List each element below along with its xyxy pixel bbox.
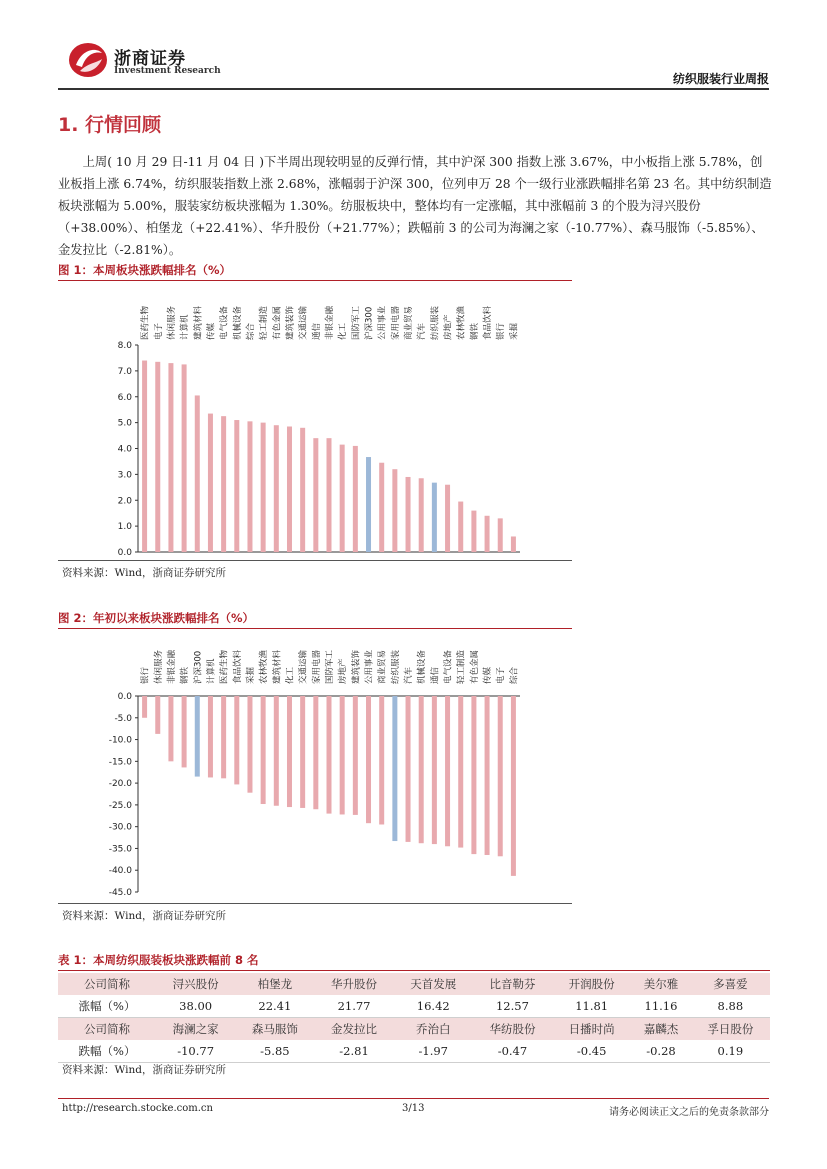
bar <box>182 696 187 767</box>
ytd-sector-chart <box>58 630 572 902</box>
x-tick-label: 银行 <box>140 666 151 684</box>
table-cell: -0.45 <box>552 1040 631 1063</box>
y-tick-label: -5.0 <box>114 713 132 724</box>
x-tick-label: 有色金属 <box>469 649 480 684</box>
x-tick-label: 电气设备 <box>219 305 230 340</box>
x-tick-label: 非银金融 <box>166 649 177 684</box>
x-tick-label: 公用事业 <box>377 305 388 340</box>
x-tick-label: 房地产 <box>338 658 349 684</box>
bar <box>327 438 332 552</box>
company-name-cn: 浙商证券 <box>114 49 186 69</box>
x-tick-label: 沪深300 <box>193 650 204 684</box>
bar <box>234 420 239 552</box>
bar <box>379 463 384 552</box>
figure-2-source: 资料来源：Wind，浙商证券研究所 <box>62 910 226 922</box>
x-tick-label: 综合 <box>245 322 256 340</box>
x-tick-label: 机械设备 <box>417 649 428 684</box>
bar <box>208 696 213 777</box>
y-tick-label: 8.0 <box>117 341 132 351</box>
x-tick-label: 交通运输 <box>298 649 309 684</box>
table-cell: 华纺股份 <box>473 1018 552 1041</box>
x-tick-label: 纺织服装 <box>390 649 401 684</box>
table-cell: 开润股份 <box>552 973 631 995</box>
x-tick-label: 休闲服务 <box>153 649 164 684</box>
table-cell: 38.00 <box>156 995 235 1018</box>
y-tick-label: -25.0 <box>108 800 132 811</box>
y-tick-label: 7.0 <box>117 366 132 377</box>
bar <box>498 696 503 856</box>
bar <box>432 696 437 844</box>
bar <box>142 696 147 718</box>
table-cell: 12.57 <box>473 995 552 1018</box>
bar <box>353 446 358 552</box>
bar <box>366 457 371 552</box>
bar <box>511 536 516 552</box>
x-tick-label: 国防军工 <box>351 305 362 340</box>
table-1-caption: 表 1：本周纺织服装板块涨跌幅前 8 名 <box>58 953 259 967</box>
header-rule <box>58 88 769 90</box>
x-tick-label: 食品饮料 <box>232 649 243 684</box>
bar <box>511 696 516 876</box>
figure-1-top-rule <box>58 280 572 281</box>
bar <box>419 696 424 843</box>
x-tick-label: 计算机 <box>206 658 217 684</box>
bar <box>287 427 292 552</box>
x-tick-label: 农林牧渔 <box>456 305 467 340</box>
table-cell: 美尔雅 <box>631 973 690 995</box>
table-cell: -1.97 <box>394 1040 473 1063</box>
x-tick-label: 国防军工 <box>325 649 335 684</box>
y-tick-label: 0.0 <box>117 548 132 558</box>
bar <box>445 485 450 552</box>
bar <box>208 414 213 552</box>
x-tick-label: 纺织服装 <box>430 305 441 340</box>
y-tick-label: 2.0 <box>117 496 132 507</box>
bar <box>366 696 371 823</box>
x-tick-label: 采掘 <box>509 322 520 340</box>
table-cell: 跌幅（%） <box>58 1040 156 1063</box>
bar <box>155 696 160 734</box>
x-tick-label: 家用电器 <box>390 305 401 340</box>
x-tick-label: 电子 <box>496 666 507 684</box>
top8-table <box>58 973 770 1063</box>
y-tick-label: -40.0 <box>108 866 132 877</box>
y-tick-label: 3.0 <box>117 470 132 481</box>
table-cell: 天首发展 <box>394 973 473 995</box>
footer-rule <box>58 1098 769 1099</box>
report-type: 纺织服装行业周报 <box>672 72 769 86</box>
figure-1-caption: 图 1：本周板块涨跌幅排名（%） <box>58 263 232 277</box>
bar <box>327 696 332 814</box>
table-row <box>58 995 770 1018</box>
figure-2-top-rule <box>58 628 572 629</box>
table-cell: -0.47 <box>473 1040 552 1063</box>
figure-2-caption: 图 2：年初以来板块涨跌幅排名（%） <box>58 611 255 625</box>
bar <box>195 696 200 777</box>
summary-paragraph: 上周( 10 月 29 日-11 月 04 日 )下半周出现较明显的反弹行情，其中沪深 300 指数上涨 3.67%，中小板指上涨 5.78%，创业板指上涨 6.74%，纺织服装指数上涨 2.68%，涨幅弱于沪深 300，位列申万 28 个一级行业涨跌幅排名第 23 名。其中纺织制造板块涨幅为 5.00%，服装家纺板块涨幅为 1.30%。纺服板块中，整体均有一定涨幅，其中涨幅前 3 的个股为浔兴股份（+38.00%）、柏堡龙（+22.41%）、华升股份（+21.77%）；跌幅前 3 的公司为海澜之家（-10.77%）、森马服饰（-5.85%）、金发拉比（-2.81%）。 <box>58 155 772 257</box>
bar <box>195 395 200 552</box>
bar <box>485 696 490 855</box>
x-tick-label: 建筑装饰 <box>285 305 296 340</box>
bar <box>287 696 292 807</box>
x-tick-label: 化工 <box>285 666 296 684</box>
table-cell: 公司简称 <box>58 1018 156 1041</box>
bar <box>471 511 476 552</box>
bar <box>419 478 424 552</box>
x-tick-label: 汽车 <box>417 322 428 340</box>
x-tick-label: 综合 <box>509 666 520 684</box>
company-name-en: Investment Research <box>114 66 221 76</box>
bar <box>182 364 187 552</box>
bar <box>498 518 503 552</box>
table-cell: 日播时尚 <box>552 1018 631 1041</box>
table-cell: 柏堡龙 <box>235 973 314 995</box>
x-tick-label: 电气设备 <box>443 649 454 684</box>
table-1-top-rule <box>58 970 770 971</box>
table-cell: 11.81 <box>552 995 631 1018</box>
bar <box>274 425 279 552</box>
bar <box>406 696 411 842</box>
x-tick-label: 房地产 <box>443 314 454 340</box>
x-tick-label: 商业贸易 <box>404 305 415 340</box>
bar <box>234 696 239 784</box>
footer-url-link[interactable]: http://research.stocke.com.cn <box>62 1103 213 1114</box>
bar <box>274 696 279 806</box>
section-title: 1. 行情回顾 <box>58 114 162 136</box>
x-tick-label: 建筑材料 <box>272 649 283 684</box>
bar <box>300 696 305 808</box>
x-tick-label: 农林牧渔 <box>259 649 270 684</box>
footer-disclaimer: 请务必阅读正文之后的免责条款部分 <box>609 1107 769 1118</box>
y-tick-label: -20.0 <box>108 779 132 790</box>
table-cell: 孚日股份 <box>691 1018 770 1041</box>
y-tick-label: 5.0 <box>117 418 132 429</box>
table-cell: 11.16 <box>631 995 690 1018</box>
x-tick-label: 有色金属 <box>272 305 283 340</box>
x-tick-label: 钢铁 <box>180 666 191 684</box>
weekly-sector-chart <box>58 282 572 562</box>
table-cell: 比音勒芬 <box>473 973 552 995</box>
x-tick-label: 汽车 <box>404 666 415 684</box>
x-tick-label: 医药生物 <box>219 649 230 684</box>
table-cell: 海澜之家 <box>156 1018 235 1041</box>
bar <box>155 362 160 552</box>
table-row <box>58 973 770 995</box>
table-cell: -2.81 <box>314 1040 393 1063</box>
x-tick-label: 医药生物 <box>140 305 151 340</box>
y-tick-label: 1.0 <box>117 522 132 533</box>
bar <box>406 477 411 552</box>
page-number: 3/13 <box>402 1103 425 1114</box>
y-tick-label: 6.0 <box>117 392 132 403</box>
bar <box>392 696 397 841</box>
x-tick-label: 传媒 <box>483 666 494 684</box>
bar <box>458 502 463 552</box>
y-tick-label: 4.0 <box>117 444 132 455</box>
x-tick-label: 传媒 <box>206 322 217 340</box>
bar <box>432 483 437 552</box>
x-tick-label: 建筑材料 <box>193 305 204 340</box>
table-cell: 公司简称 <box>58 973 156 995</box>
table-cell: 金发拉比 <box>314 1018 393 1041</box>
bar <box>168 696 173 761</box>
x-tick-label: 食品饮料 <box>483 305 494 340</box>
y-tick-label: -45.0 <box>108 888 132 898</box>
x-tick-label: 电子 <box>153 322 164 340</box>
x-tick-label: 机械设备 <box>232 305 243 340</box>
x-tick-label: 银行 <box>496 322 507 340</box>
table-row <box>58 1018 770 1041</box>
bar <box>471 696 476 854</box>
bar <box>458 696 463 848</box>
bar <box>221 696 226 778</box>
x-tick-label: 公用事业 <box>364 649 375 684</box>
x-tick-label: 化工 <box>338 322 349 340</box>
bar <box>392 469 397 552</box>
table-cell: 嘉麟杰 <box>631 1018 690 1041</box>
bar <box>261 423 266 552</box>
x-tick-label: 钢铁 <box>469 322 480 340</box>
y-tick-label: -30.0 <box>108 822 132 833</box>
table-row <box>58 1040 770 1063</box>
bar <box>485 516 490 552</box>
figure-1-bottom-rule <box>58 560 572 561</box>
table-cell: 21.77 <box>314 995 393 1018</box>
table-1-source: 资料来源：Wind，浙商证券研究所 <box>62 1064 226 1076</box>
bar <box>353 696 358 815</box>
figure-2-bottom-rule <box>58 903 572 904</box>
table-cell: 16.42 <box>394 995 473 1018</box>
x-tick-label: 非银金融 <box>325 305 335 340</box>
table-cell: 22.41 <box>235 995 314 1018</box>
x-tick-label: 通信 <box>430 666 441 684</box>
bar <box>142 361 147 552</box>
bar <box>445 696 450 846</box>
x-tick-label: 休闲服务 <box>166 305 177 340</box>
table-cell: 0.19 <box>691 1040 770 1063</box>
x-tick-label: 建筑装饰 <box>351 649 362 684</box>
bar <box>221 416 226 552</box>
table-cell: -0.28 <box>631 1040 690 1063</box>
figure-1-source: 资料来源：Wind，浙商证券研究所 <box>62 567 226 579</box>
x-tick-label: 轻工制造 <box>259 305 270 340</box>
x-tick-label: 轻工制造 <box>456 649 467 684</box>
table-cell: 森马服饰 <box>235 1018 314 1041</box>
table-cell: -5.85 <box>235 1040 314 1063</box>
bar <box>247 421 252 552</box>
table-cell: 浔兴股份 <box>156 973 235 995</box>
bar <box>340 696 345 814</box>
table-cell: 8.88 <box>691 995 770 1018</box>
x-tick-label: 采掘 <box>245 666 256 684</box>
y-tick-label: -15.0 <box>108 757 132 768</box>
y-tick-label: -10.0 <box>108 735 132 746</box>
bar <box>340 445 345 552</box>
table-cell: 乔治白 <box>394 1018 473 1041</box>
bar <box>313 696 318 809</box>
x-tick-label: 沪深300 <box>364 306 375 340</box>
x-tick-label: 通信 <box>311 322 322 340</box>
table-cell: 涨幅（%） <box>58 995 156 1018</box>
table-cell: 华升股份 <box>314 973 393 995</box>
y-tick-label: 0.0 <box>117 692 132 702</box>
bar <box>261 696 266 804</box>
table-cell: 多喜爱 <box>691 973 770 995</box>
bar <box>379 696 384 824</box>
x-tick-label: 交通运输 <box>298 305 309 340</box>
bar <box>247 696 252 793</box>
bar <box>313 438 318 552</box>
table-cell: -10.77 <box>156 1040 235 1063</box>
x-tick-label: 商业贸易 <box>377 649 388 684</box>
bar <box>300 428 305 552</box>
bar <box>168 363 173 552</box>
x-tick-label: 计算机 <box>180 314 191 340</box>
y-tick-label: -35.0 <box>108 844 132 855</box>
x-tick-label: 家用电器 <box>311 649 322 684</box>
